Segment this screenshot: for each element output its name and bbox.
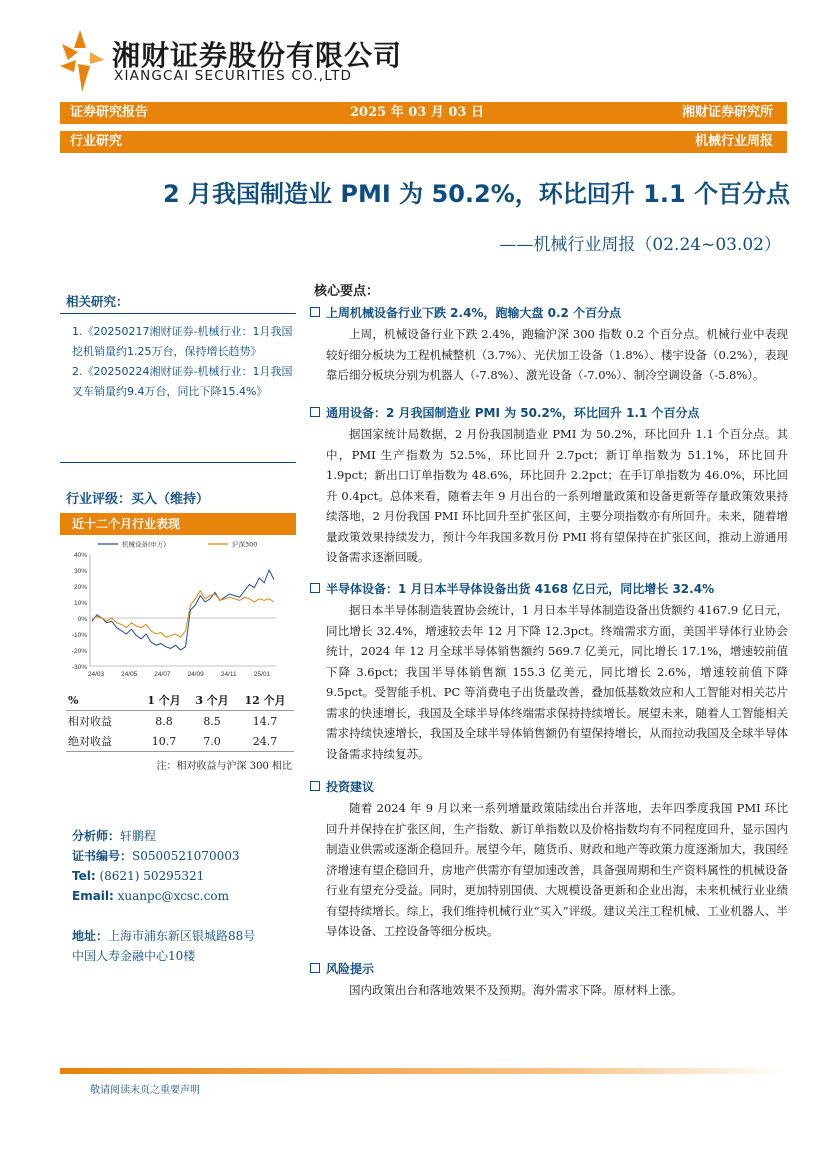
section-semiconductor (310, 578, 788, 764)
related-research-heading: 相关研究： (66, 294, 129, 309)
series-line-0 (92, 570, 274, 650)
section-market (310, 302, 788, 386)
section-title-text: 通用设备：2 月我国制造业 PMI 为 50.2%，环比回升 1.1 个百分点 (326, 406, 700, 420)
table-header-cell: 12 个月 (236, 690, 294, 711)
x-tick-label: 24/11 (220, 671, 237, 678)
cert-label: 证书编号： (72, 849, 133, 863)
checkbox-bullet-icon (310, 407, 320, 417)
footer-bar (60, 1068, 787, 1074)
industry-rating: 行业评级：买入（维持） (66, 492, 210, 507)
chart-title: 近十二个月行业表现 (60, 513, 296, 535)
table-cell: 绝对收益 (66, 731, 140, 752)
legend-label: 沪深300 (232, 540, 258, 549)
analyst-label: 分析师： (72, 829, 121, 843)
section-title (310, 958, 788, 980)
address-label: 地址： (72, 929, 109, 943)
x-tick-label: 24/09 (187, 671, 204, 678)
checkbox-bullet-icon (310, 963, 320, 973)
checkbox-bullet-icon (310, 307, 320, 317)
tel-number: (8621) 50295321 (99, 869, 205, 883)
table-cell: 8.8 (155, 714, 173, 728)
company-name: 湘财证券股份有限公司 (112, 39, 403, 72)
table-header-row (66, 690, 294, 711)
legend-label: 机械设备(申万) (122, 540, 167, 549)
x-tick-label: 25/01 (253, 671, 271, 678)
section-title (310, 776, 788, 798)
section-body: 据日本半导体制造装置协会统计，1 月日本半导体制造设备出货额约 4167.9 亿日元，同比增长 32.4%，增速较去年 12 月下降 12.3pct。终端需求方面，美国半导体行业协会统计，2024 年 12 月全球半导体销售额约 569.7 亿美元，同比增长 17.1%，增速较前值下降 3.6pct；我国半导体销售额 155.3 亿美元，同比增长 2.6%，增速较前值下降 9.5pct。受智能手机、PC 等消费电子出货量改善，叠加低基数效应和人工智能对相关芯片需求的快速增长，我国及全球半导体终端需求保持持续增长。展望未来，随着人工智能相关需求持续快速增长，我国及全球半导体销售额仍有望保持增长，从而拉动我国及全球半导体设备需求持续复苏。 (326, 603, 788, 761)
performance-line-chart (60, 536, 296, 686)
table-cell: 相对收益 (68, 715, 112, 728)
company-name-en: XIANGCAI SECURITIES CO.,LTD (114, 68, 353, 84)
research-category: 行业研究 (70, 134, 123, 149)
y-tick-label: -30% (71, 664, 87, 671)
section-body: 随着 2024 年 9 月以来一系列增量政策陆续出台并落地，去年四季度我国 PMI 环比回升并保持在扩张区间，生产指数、新订单指数以及价格指数均有不同程度回升，显示国内制造业供需或逐渐企稳回升。展望今年，随货币、财政和地产等政策力度逐渐加大，我国经济增速有望企稳回升，房地产供需亦有望加速改善，具备强周期和生产资料属性的机械设备行业有望充分受益。同时，更加特别国债、大规模设备更新和企业出海，未来机械行业业绩有望持续增长。综上，我们维持机械行业“买入”评级。建议关注工程机械、工业机器人、半导体设备、工控设备等细分板块。 (326, 801, 788, 938)
divider (60, 462, 296, 463)
checkbox-bullet-icon (310, 781, 320, 791)
performance-table (66, 690, 294, 752)
email-link[interactable]: xuanpc@xcsc.com (117, 889, 229, 903)
address-line-2: 中国人寿金融中心10楼 (72, 949, 196, 963)
table-note: 注：相对收益与沪深 300 相比 (156, 761, 292, 772)
section-title-text: 半导体设备：1 月日本半导体设备出货 4168 亿日元，同比增长 32.4% (326, 582, 715, 596)
y-tick-label: -10% (71, 632, 87, 639)
table-cell: 14.7 (252, 714, 278, 728)
address-line-1: 上海市浦东新区银城路88号 (108, 929, 256, 943)
header-bar-bottom (60, 131, 787, 153)
table-cell: 8.5 (203, 714, 221, 728)
header-bar-top (60, 102, 787, 124)
institute-name: 湘财证券研究所 (681, 105, 773, 120)
table-row (66, 711, 294, 732)
y-tick-label: 20% (73, 584, 87, 591)
section-title-text: 上周机械设备行业下跌 2.4%，跑输大盘 0.2 个百分点 (326, 306, 622, 320)
related-research-item[interactable]: 1.《20250217湘财证券-机械行业：1月我国挖机销量约1.25万台，保持增长趋势》 (72, 325, 293, 358)
analyst-name: 轩鹏程 (120, 829, 157, 843)
x-tick-label: 24/03 (87, 671, 105, 678)
section-title (310, 402, 788, 424)
series-line-1 (92, 591, 274, 637)
y-tick-label: 30% (73, 568, 87, 575)
table-header-cell: 3 个月 (188, 690, 236, 711)
table-row (66, 731, 294, 752)
section-risk (310, 958, 788, 1001)
report-title: 2 月我国制造业 PMI 为 50.2%，环比回升 1.1 个百分点 (162, 180, 790, 208)
section-title-text: 风险提示 (326, 962, 375, 976)
report-date: 2025 年 03 月 03 日 (350, 105, 484, 120)
section-title (310, 302, 788, 324)
report-subtitle: ——机械行业周报（02.24~03.02） (499, 235, 781, 255)
report-series: 机械行业周报 (694, 134, 773, 149)
table-cell: 10.7 (140, 731, 188, 752)
report-type: 证券研究报告 (70, 105, 149, 120)
section-investment-advice (310, 776, 788, 942)
table-header-cell: % (66, 690, 140, 711)
section-body: 据国家统计局数据，2 月份我国制造业 PMI 为 50.2%，环比回升 1.1 个百分点。其中，PMI 生产指数为 52.5%，环比回升 2.7pct；新订单指数为 51.1%，环比回升 1.9pct；新出口订单指数为 48.6%，环比回升 2.2pct；在手订单指数为 46.0%，环比回升 0.4pct。总体来看，随着去年 9 月出台的一系列增量政策和设备更新等存量政策效果持续落地，2 月份我国 PMI 环比回升至扩张区间，主要分项指数亦有所回升。未来，随着增量政策效果持续发力，预计今年我国多数月份 PMI 将有望保持在扩张区间，推动上游通用设备需求逐渐回暖。 (326, 427, 788, 564)
x-tick-label: 24/05 (121, 671, 138, 678)
section-title-text: 投资建议 (326, 780, 375, 794)
company-logo-icon (60, 30, 106, 92)
cert-number: S0500521070003 (132, 849, 240, 863)
email-label: Email: (72, 889, 114, 903)
table-cell: 24.7 (236, 731, 294, 752)
section-body: 上周，机械设备行业下跌 2.4%，跑输沪深 300 指数 0.2 个百分点。机械行业中表现较好细分板块为工程机械整机（3.7%）、光伏加工设备（1.8%）、楼宇设备（0.2%），表现靠后细分板块分别为机器人（-7.8%）、激光设备（-7.0%）、制冷空调设备（-5.8%）。 (326, 327, 788, 382)
section-general-equipment (310, 402, 788, 568)
related-research-item[interactable]: 2.《20250224湘财证券-机械行业：1月我国叉车销量约9.4万台，同比下降15.4%》 (72, 365, 293, 398)
table-cell: 7.0 (188, 731, 236, 752)
tel-label: Tel: (72, 869, 96, 883)
y-tick-label: 40% (73, 552, 87, 559)
table-header-cell: 1 个月 (140, 690, 188, 711)
section-title (310, 578, 788, 600)
x-tick-label: 24/07 (154, 671, 171, 678)
y-tick-label: 10% (73, 600, 87, 607)
related-research-list (72, 322, 294, 402)
key-points-title: 核心要点： (314, 284, 380, 299)
analyst-info (72, 826, 255, 966)
footer-disclaimer[interactable]: 敬请阅读末页之重要声明 (90, 1085, 200, 1096)
y-tick-label: 0% (77, 616, 87, 623)
section-body: 国内政策出台和落地效果不及预期。海外需求下降。原材料上涨。 (349, 983, 683, 997)
checkbox-bullet-icon (310, 583, 320, 593)
divider (60, 313, 296, 314)
y-tick-label: -20% (71, 648, 87, 655)
